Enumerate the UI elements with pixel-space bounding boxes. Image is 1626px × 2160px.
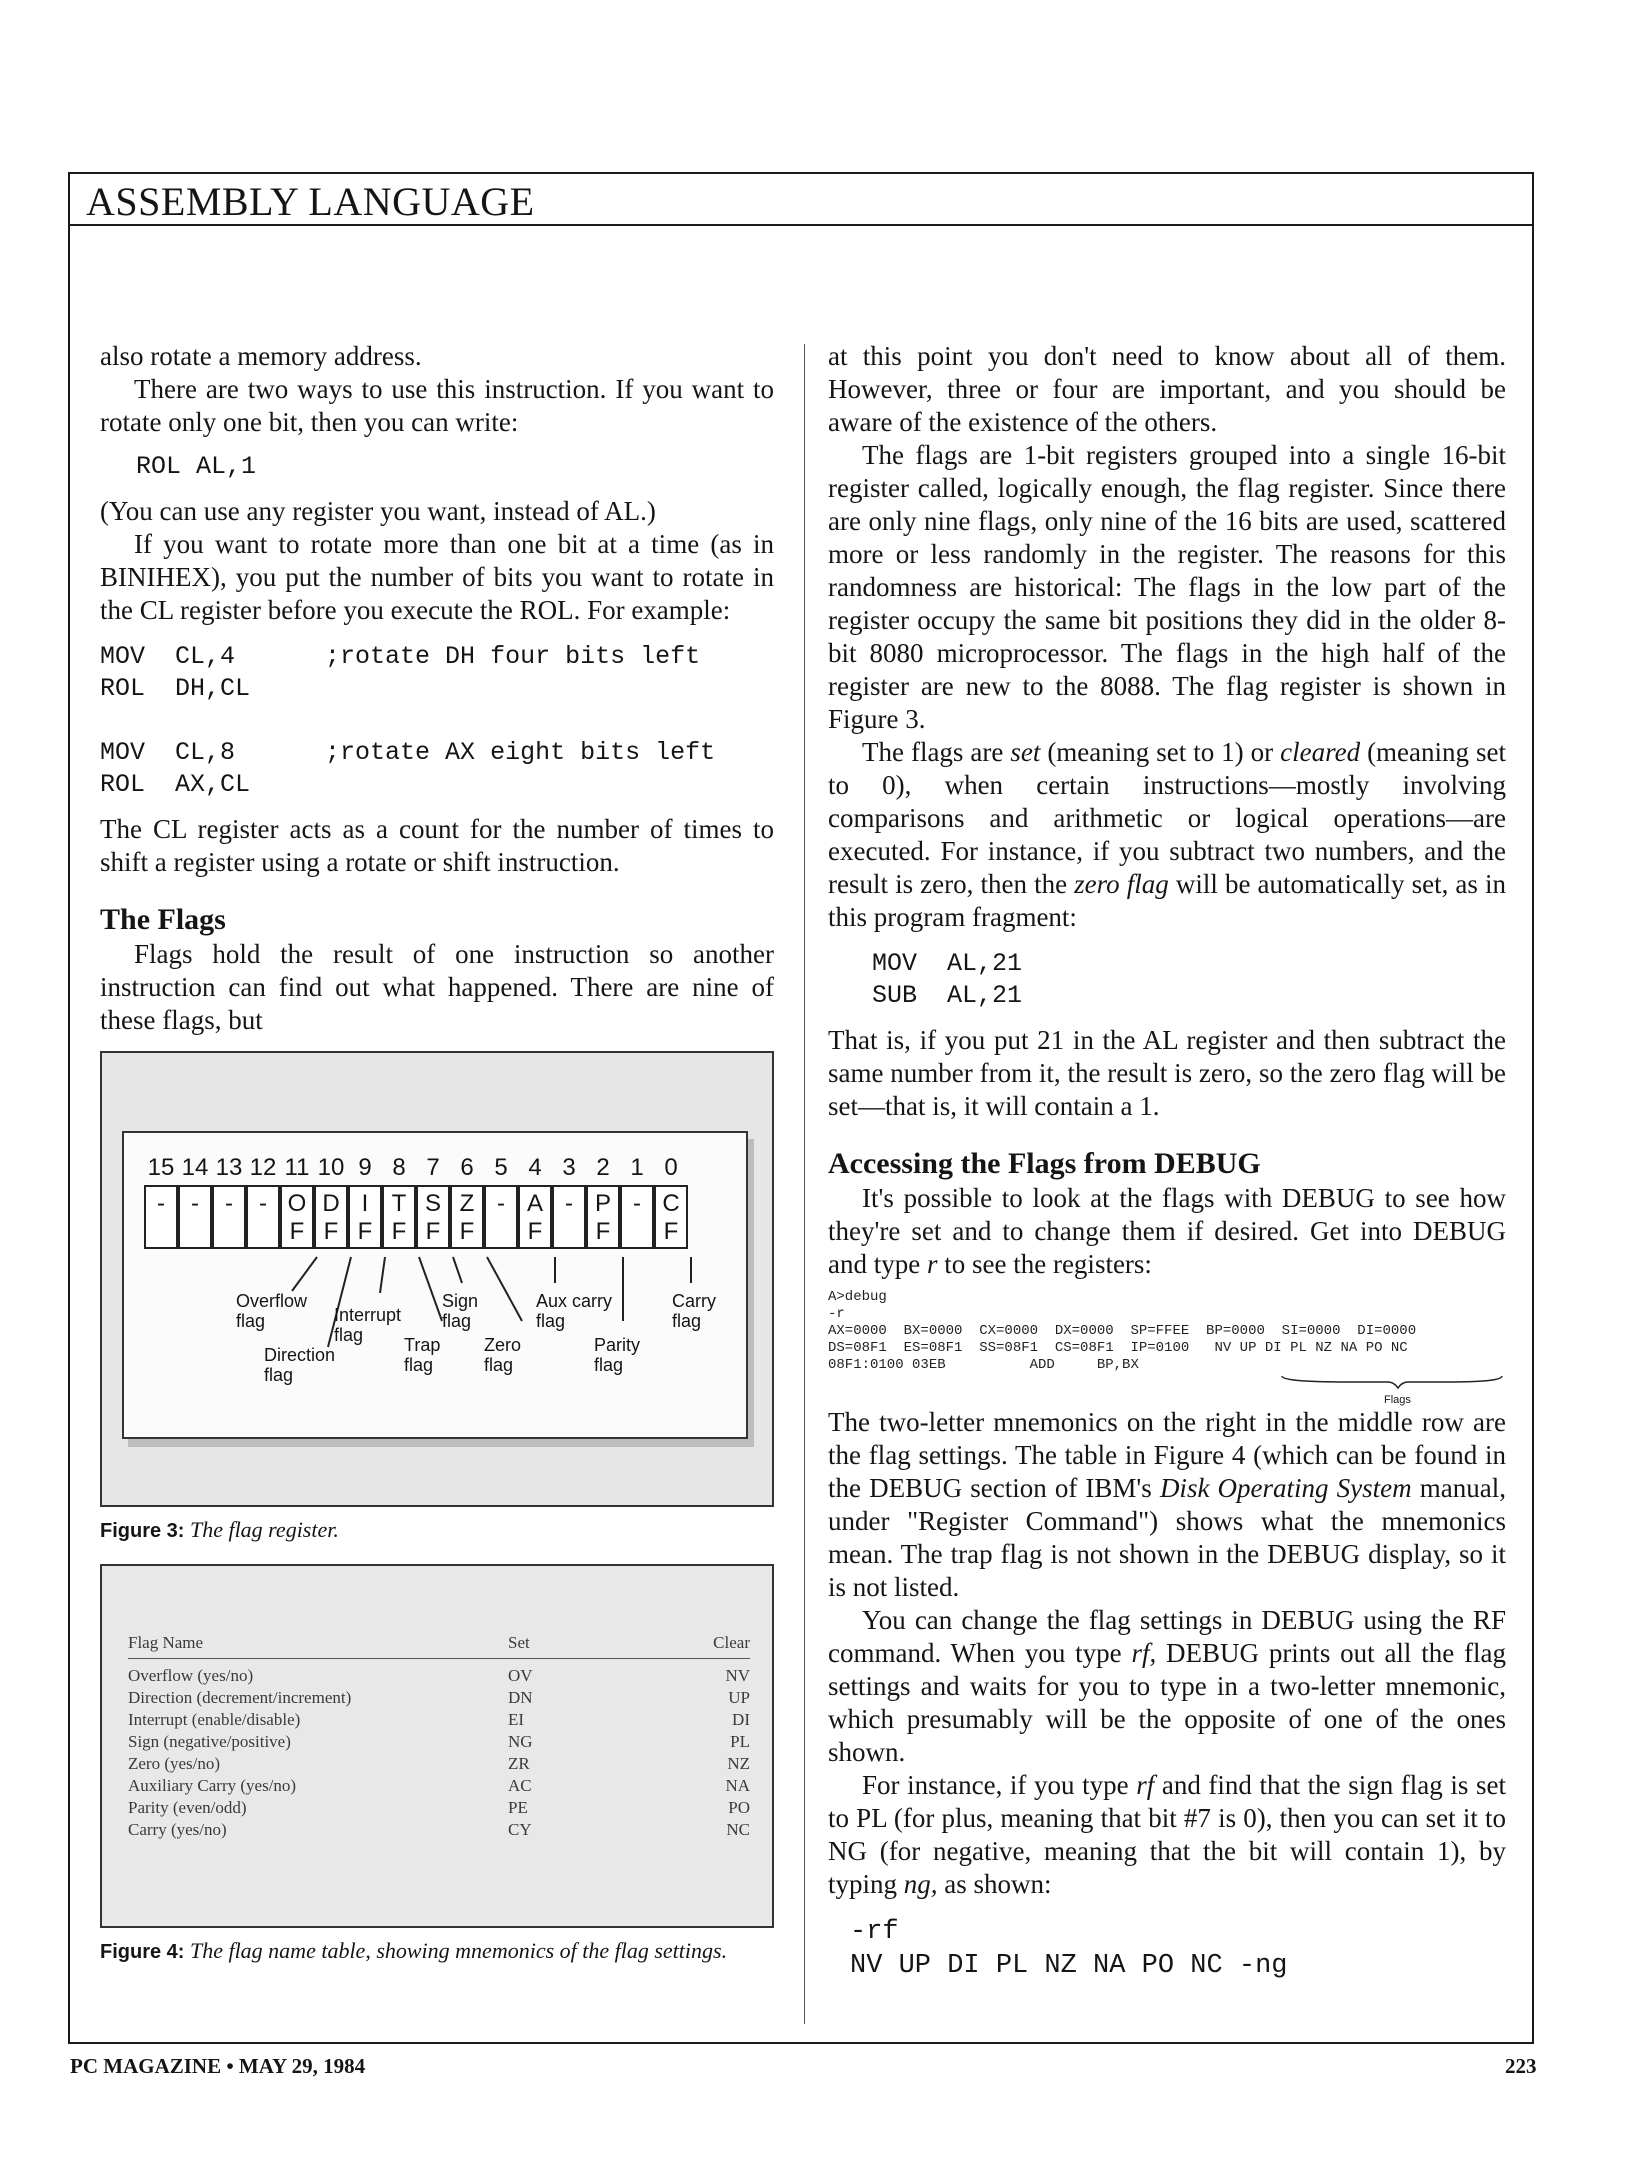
bit-number: 11 [284, 1154, 310, 1181]
text-run: to see the registers: [937, 1249, 1152, 1279]
figure4-caption-label: Figure 4: [100, 1941, 185, 1963]
paragraph: If you want to rotate more than one bit at a time (as in BINIHEX), you put the number of bits you want to rotate in the CL register before you execute the ROL. For example: [100, 529, 774, 625]
table-cell: UP [728, 1688, 750, 1707]
table-row [128, 1709, 750, 1731]
emphasis-zero-flag: zero flag [1074, 869, 1169, 899]
cell-top: - [259, 1190, 267, 1217]
column-divider [804, 344, 805, 2024]
text-run: manual, under "Register Command") shows what the mnemonics mean. The trap flag is not shown in the DEBUG display, so it is not listed. [828, 1473, 1506, 1602]
arrow-interrupt [380, 1257, 385, 1293]
table-cell: Overflow (yes/no) [128, 1666, 254, 1685]
text-run: For instance, if you type [862, 1770, 1137, 1800]
cell-top: A [526, 1190, 543, 1217]
flag-register-diagram [122, 1131, 748, 1439]
figure-flag-register [100, 1051, 774, 1507]
bit-number: 13 [215, 1154, 243, 1181]
cell-bottom: F [289, 1218, 305, 1245]
text-run: as shown: [937, 1869, 1052, 1899]
column-header: Flag Name [128, 1633, 204, 1652]
emphasis-rf: rf, [1131, 1638, 1157, 1668]
text-run: The two-letter mnemonics on the right in the middle row are the flag settings. The table in Figure 4 (which can be found in the DEBUG section of IBM's [828, 1407, 1506, 1503]
table-row [128, 1775, 750, 1797]
paragraph: at this point you don't need to know about all of them. However, three or four are important, and you should be aware of the existence of the others. [828, 341, 1506, 437]
flag-name-table [128, 1632, 750, 1841]
figure-flag-name-table [100, 1564, 774, 1928]
cell-top: C [662, 1190, 680, 1217]
paragraph: The flags are 1-bit registers grouped into a single 16-bit register called, logically enough, the flag register. Since there are only nine flags, only nine of the 16 bits are used, scattered more or less randomly in the register. The reasons for this randomness are historical: The flags in the low part of the register occupy the same bit positions they did in the older 8-bit 8080 microprocessor. The flags in the high half of the register are new to the 8088. The flag register is shown in Figure 3. [828, 440, 1506, 734]
label-trap: Trap flag [404, 1335, 441, 1375]
figure4-caption-text: The flag name table, showing mnemonics of the flag settings. [189, 1938, 728, 1963]
paragraph [828, 736, 1506, 934]
bit-number: 6 [460, 1154, 474, 1181]
text-run: (meaning set to 1) or [1040, 737, 1281, 767]
text-run: will be automatically set, as in this program fragment: [828, 869, 1507, 932]
cell-bottom: F [663, 1218, 679, 1245]
heading-accessing-flags: Accessing the Flags from DEBUG [828, 1147, 1261, 1180]
cell-top: T [391, 1190, 407, 1217]
table-cell: PE [508, 1798, 528, 1817]
label-parity: Parity flag [594, 1335, 641, 1375]
footer-magazine: PC MAGAZINE • MAY 29, 1984 [70, 2054, 366, 2078]
bit-number: 10 [317, 1154, 345, 1181]
bit-number: 12 [249, 1154, 277, 1181]
table-cell: DI [732, 1710, 750, 1729]
arrow-sign [453, 1257, 462, 1283]
section-title: ASSEMBLY LANGUAGE [86, 179, 535, 224]
table-row [128, 1819, 750, 1841]
paragraph [828, 1182, 1506, 1281]
paragraph: (You can use any register you want, instead of AL.) [100, 496, 656, 526]
label-interrupt: Interrupt flag [334, 1305, 402, 1345]
right-column [828, 340, 1506, 1983]
table-cell: DN [508, 1688, 533, 1707]
paragraph: That is, if you put 21 in the AL register and then subtract the same number from it, the result is zero, so the zero flag will be set—that is, it will contain a 1. [828, 1025, 1506, 1121]
table-cell: CY [508, 1820, 532, 1839]
column-header: Set [508, 1633, 530, 1652]
paragraph: The CL register acts as a count for the number of times to shift a register using a rotate or shift instruction. [100, 814, 774, 877]
figure4-caption [100, 1936, 774, 1967]
bit-number: 4 [528, 1154, 542, 1181]
table-cell: Carry (yes/no) [128, 1820, 227, 1839]
table-cell: Direction (decrement/increment) [128, 1688, 352, 1707]
cell-top: - [497, 1190, 505, 1217]
label-carry: Carry flag [672, 1291, 716, 1331]
cell-top: O [287, 1190, 307, 1217]
bit-number: 2 [596, 1154, 610, 1181]
figure3-caption-text: The flag register. [189, 1517, 339, 1542]
label-sign: Sign flag [442, 1291, 479, 1331]
table-row [128, 1731, 750, 1753]
table-cell: Parity (even/odd) [128, 1798, 247, 1817]
paragraph [828, 1769, 1506, 1901]
bit-number: 3 [562, 1154, 576, 1181]
page-number: 223 [1505, 2054, 1537, 2078]
emphasis-rf: rf [1136, 1770, 1155, 1800]
text-run: The flags are [862, 737, 1011, 767]
emphasis-dos: Disk Operating System [1159, 1473, 1412, 1503]
emphasis-set: set [1010, 737, 1041, 767]
table-cell: Sign (negative/positive) [128, 1732, 291, 1751]
cell-top: S [424, 1190, 441, 1217]
label-aux-carry: Aux carry flag [536, 1291, 613, 1331]
table-cell: PO [728, 1798, 750, 1817]
cell-top: - [157, 1190, 165, 1217]
section-header [70, 174, 1532, 226]
table-cell: EI [508, 1710, 525, 1729]
paragraph [828, 1604, 1506, 1769]
table-cell: NZ [727, 1754, 750, 1773]
label-overflow: Overflow flag [236, 1291, 308, 1331]
code-block: ROL AL,1 [136, 452, 257, 481]
table-cell: NV [725, 1666, 750, 1685]
text-run: and find that the sign flag is set to PL (for plus, meaning that bit #7 is 0), then you can set it to NG (for negative, meaning that the bit will contain 1), by typing [828, 1770, 1506, 1899]
arrow-overflow [292, 1257, 317, 1291]
page-frame [68, 172, 1534, 2044]
table-cell: Interrupt (enable/disable) [128, 1710, 301, 1729]
table-cell: AC [508, 1776, 532, 1795]
cell-bottom: F [527, 1218, 543, 1245]
table-body [128, 1665, 750, 1841]
table-cell: NA [725, 1776, 750, 1795]
label-direction: Direction flag [264, 1345, 336, 1385]
table-row [128, 1665, 750, 1687]
bit-number: 14 [181, 1154, 209, 1181]
cell-bottom: F [391, 1218, 407, 1245]
paragraph: There are two ways to use this instruction. If you want to rotate only one bit, then you can write: [100, 374, 774, 437]
text-run: DEBUG prints out all the flag settings and waits for you to type in a two-letter mnemonic, which presumably will be the opposite of one of the ones shown. [828, 1638, 1507, 1767]
bit-number: 8 [392, 1154, 406, 1181]
debug-output: A>debug -r AX=0000 BX=0000 CX=0000 DX=0000 SP=FFEE BP=0000 SI=0000 DI=0000 DS=08F1 ES=08F1 SS=08F1 CS=08F1 IP=0100 NV UP DI PL NZ NA PO NC 08F1:0100 03EB ADD BP,BX [828, 1289, 1417, 1373]
heading-flags: The Flags [100, 903, 226, 936]
table-cell: PL [730, 1732, 750, 1751]
cell-top: D [322, 1190, 340, 1217]
table-row [128, 1687, 750, 1709]
text-run: It's possible to look at the flags with DEBUG to see how they're set and to change them if desired. Get into DEBUG and type [828, 1183, 1506, 1279]
cell-top: Z [459, 1190, 475, 1217]
cell-bottom: F [459, 1218, 475, 1245]
cell-top: - [565, 1190, 573, 1217]
bit-number: 1 [630, 1154, 644, 1181]
bit-number: 15 [147, 1154, 175, 1181]
arrow-zero [487, 1257, 522, 1321]
cell-bottom: F [323, 1218, 339, 1245]
figure3-caption-label: Figure 3: [100, 1520, 185, 1542]
table-cell: NG [508, 1732, 533, 1751]
paragraph [828, 1406, 1506, 1604]
table-cell: OV [508, 1666, 533, 1685]
code-block: MOV CL,4 ;rotate DH four bits left ROL DH,CL MOV CL,8 ;rotate AX eight bits left ROL AX,CL [100, 642, 716, 799]
text-run: You can change the flag settings in DEBUG using the RF command. When you type [828, 1605, 1506, 1668]
left-column [100, 340, 774, 1967]
emphasis-r: r [926, 1249, 938, 1279]
bit-number: 7 [426, 1154, 440, 1181]
table-row [128, 1797, 750, 1819]
table-header [128, 1632, 750, 1659]
figure3-caption [100, 1515, 774, 1546]
cell-bottom: F [425, 1218, 441, 1245]
bit-number: 5 [494, 1154, 508, 1181]
cell-top: - [191, 1190, 199, 1217]
cell-top: P [594, 1190, 611, 1217]
paragraph: also rotate a memory address. [100, 341, 422, 371]
flags-label: Flags [1384, 1394, 1411, 1406]
table-cell: Zero (yes/no) [128, 1754, 221, 1773]
bit-number: 0 [664, 1154, 678, 1181]
code-block: MOV AL,21 SUB AL,21 [872, 949, 1023, 1010]
cell-bottom: F [595, 1218, 611, 1245]
table-cell: NC [726, 1820, 750, 1839]
label-zero: Zero flag [484, 1335, 522, 1375]
arrow-trap [419, 1257, 442, 1321]
code-block: -rf NV UP DI PL NZ NA PO NC -ng [850, 1917, 1288, 1981]
table-row [128, 1753, 750, 1775]
cell-bottom: F [357, 1218, 373, 1245]
flag-arrows [124, 1133, 750, 1441]
cell-top: I [361, 1190, 369, 1217]
emphasis-ng: ng, [903, 1869, 938, 1899]
table-cell: ZR [508, 1754, 530, 1773]
column-header: Clear [713, 1633, 750, 1652]
paragraph: Flags hold the result of one instruction so another instruction can find out what happened. There are nine of these flags, but [100, 939, 774, 1035]
table-cell: Auxiliary Carry (yes/no) [128, 1776, 297, 1795]
emphasis-cleared: cleared [1280, 737, 1361, 767]
cell-top: - [225, 1190, 233, 1217]
debug-flags-brace [828, 1374, 1506, 1406]
cell-top: - [633, 1190, 641, 1217]
text-run: (meaning set to 0), when certain instructions—mostly involving comparisons and arithmetic or logical operations—are executed. For instance, if you subtract two numbers, and the result is zero, then the [828, 737, 1506, 899]
bit-number: 9 [358, 1154, 372, 1181]
